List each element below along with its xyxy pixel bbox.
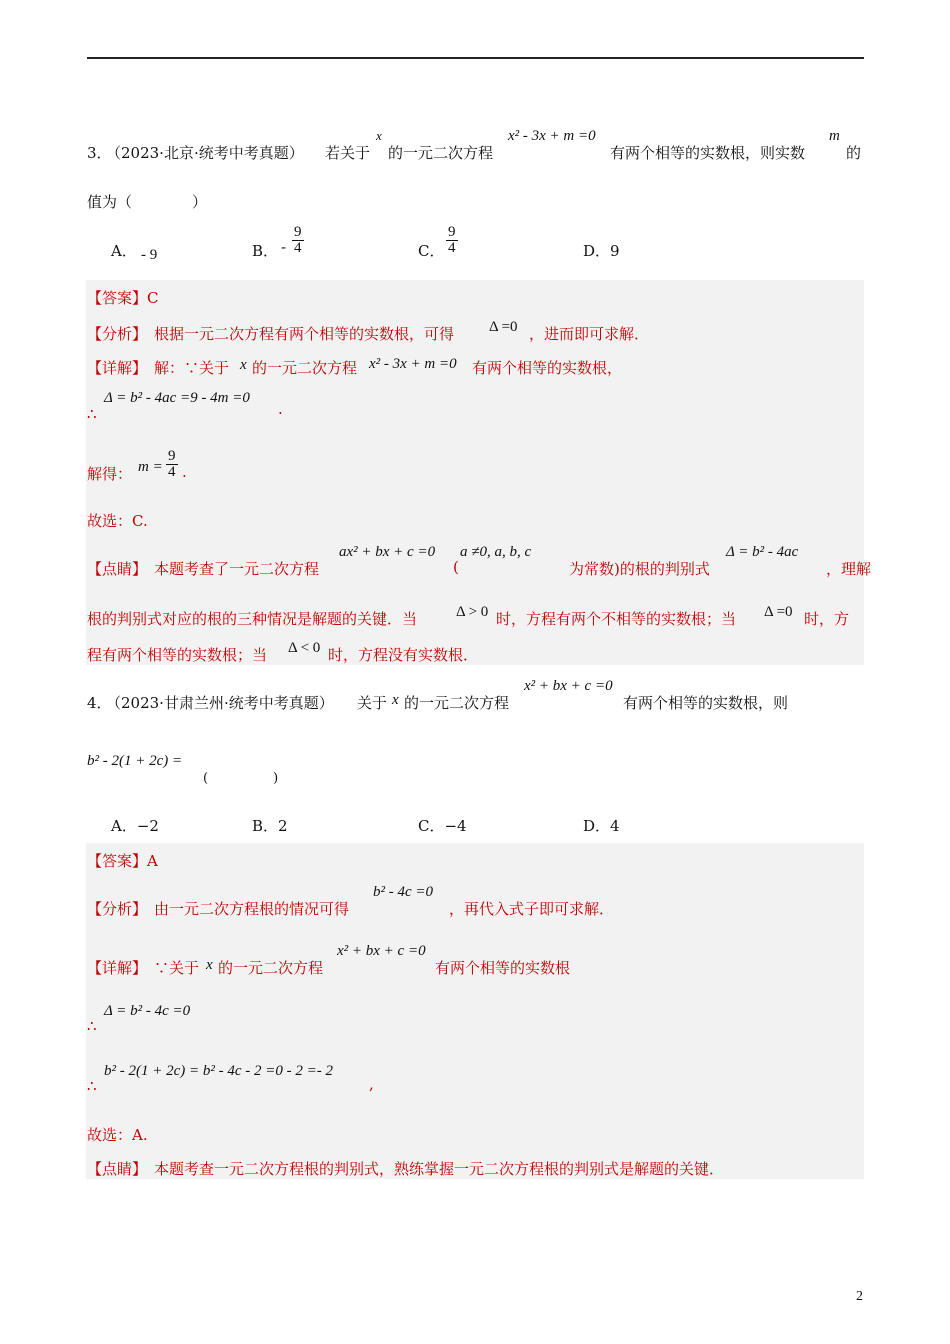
q4-analysis-text: 由一元二次方程根的情况可得 <box>154 900 350 918</box>
q3-comment-label: 【点睛】 <box>87 560 148 578</box>
q3-analysis-label: 【分析】 <box>87 325 148 343</box>
q4-option-c: C．−4 <box>418 817 467 835</box>
q3-source: （2023·北京·统考中考真题） <box>106 144 304 162</box>
q4-text-1: 关于 <box>357 694 388 712</box>
q3-comment-eq0: Δ =0 <box>764 604 793 620</box>
q4-expression: b² - 2(1 + 2c) = <box>87 753 183 769</box>
q3-comment-line3-a: 程有两个相等的实数根；当 <box>87 646 268 664</box>
q3-option-b-sign: - <box>281 238 287 256</box>
q4-detail-x: x <box>206 957 213 973</box>
q3-option-c-fraction <box>446 225 458 256</box>
q3-option-b-fraction <box>292 225 304 256</box>
q4-text-3: 有两个相等的实数根，则 <box>623 694 789 712</box>
q3-solve-num: 9 <box>168 448 176 464</box>
q3-comment-line3-b: 时，方程没有实数根． <box>328 646 479 664</box>
q3-option-b-num: 9 <box>294 224 302 240</box>
q3-analysis-math: Δ =0 <box>489 319 518 335</box>
q3-detail-text-2: 的一元二次方程 <box>252 359 358 377</box>
q4-answer: 【答案】A <box>87 852 158 870</box>
q3-comment-gt: Δ > 0 <box>456 604 489 620</box>
q4-detail-text-2: 的一元二次方程 <box>218 959 324 977</box>
q3-comment-line2-c: 时，方 <box>804 610 850 628</box>
q4-analysis-tail: ，再代入式子即可求解． <box>449 900 615 918</box>
q3-number: 3． <box>87 144 112 162</box>
q3-option-a-value: - 9 <box>141 247 158 263</box>
q3-text-1: 若关于 <box>325 144 371 162</box>
q3-var-m: m <box>829 128 840 144</box>
q3-comment-paren: ( <box>453 558 459 576</box>
q3-comment-equation: ax² + bx + c =0 <box>339 544 436 560</box>
q4-var-x: x <box>392 692 399 708</box>
page-number: 2 <box>856 1289 863 1304</box>
header-rule <box>87 57 864 59</box>
q3-equation: x² - 3x + m =0 <box>508 128 596 144</box>
q4-equation: x² + bx + c =0 <box>524 678 613 694</box>
q3-var-x: x <box>376 128 382 143</box>
q3-therefore: ∴ <box>87 405 97 423</box>
q3-solve-label: 解得： <box>87 465 133 483</box>
q4-number: 4． <box>87 694 112 712</box>
q3-text-3: 有两个相等的实数根，则实数 <box>610 144 806 162</box>
q3-answer: 【答案】C <box>87 289 159 307</box>
q4-source: （2023·甘肃兰州·统考中考真题） <box>106 694 334 712</box>
q4-text-2: 的一元二次方程 <box>404 694 510 712</box>
q3-delta-tail: . <box>278 400 283 418</box>
q4-comment-label: 【点睛】 <box>87 1160 148 1178</box>
q3-solution-box <box>86 280 872 665</box>
q4-therefore-2: ∴ <box>87 1077 97 1095</box>
q3-comment-delta: Δ = b² - 4ac <box>726 544 799 560</box>
q3-detail-text: 解：∵关于 <box>154 359 230 377</box>
q4-delta-line: Δ = b² - 4c =0 <box>104 1003 191 1019</box>
q3-solve-den: 4 <box>168 464 176 480</box>
q3-detail-equation: x² - 3x + m =0 <box>369 356 457 372</box>
q3-line-2: 值为（ ） <box>87 193 208 211</box>
q3-option-c-num: 9 <box>448 224 456 240</box>
q3-option-c-label: C． <box>418 242 445 260</box>
q3-comment-condition: a ≠0, a, b, c <box>460 544 532 560</box>
q3-text-2: 的一元二次方程 <box>388 144 494 162</box>
q3-solve-tail: . <box>182 463 187 481</box>
q4-detail-equation: x² + bx + c =0 <box>337 943 426 959</box>
q3-delta-line: Δ = b² - 4ac =9 - 4m =0 <box>104 390 250 406</box>
q4-choice: 故选：A. <box>87 1126 148 1144</box>
q3-comment-line2-a: 根的判别式对应的根的三种情况是解题的关键．当 <box>87 610 418 628</box>
q4-detail-tail: 有两个相等的实数根 <box>435 959 571 977</box>
q4-solution-box <box>86 843 864 1179</box>
q3-option-a-label: A． <box>111 242 137 260</box>
q4-option-d: D．4 <box>583 817 620 835</box>
q3-option-d: D．9 <box>583 242 620 260</box>
q3-comment-line2-b: 时，方程有两个不相等的实数根；当 <box>496 610 737 628</box>
q4-option-b: B．2 <box>252 817 288 835</box>
q3-option-b-den: 4 <box>294 240 302 256</box>
q3-comment-text-1: 本题考查了一元二次方程 <box>154 560 320 578</box>
q4-therefore-1: ∴ <box>87 1017 97 1035</box>
q3-comment-condition-tail: 为常数)的根的判别式 <box>569 560 710 578</box>
q3-detail-tail: 有两个相等的实数根， <box>472 359 623 377</box>
q3-analysis-text: 根据一元二次方程有两个相等的实数根，可得 <box>154 325 455 343</box>
q4-option-a: A．−2 <box>111 817 159 835</box>
q3-detail-label: 【详解】 <box>87 359 148 377</box>
q4-comment-text: 本题考查一元二次方程根的判别式，熟练掌握一元二次方程根的判别式是解题的关键． <box>154 1160 725 1178</box>
q3-analysis-tail: ，进而即可求解． <box>529 325 650 343</box>
q3-comment-text-2: ，理解 <box>826 560 872 578</box>
q4-paren: ( ) <box>203 771 279 786</box>
q3-comment-lt: Δ < 0 <box>288 640 321 656</box>
q4-analysis-math: b² - 4c =0 <box>373 884 434 900</box>
q4-result-tail: , <box>369 1075 374 1093</box>
q3-option-b-label: B． <box>252 242 279 260</box>
q3-solve-fraction <box>166 449 178 480</box>
q3-text-4: 的 <box>846 144 862 162</box>
q3-detail-x: x <box>240 357 247 373</box>
q4-result-line: b² - 2(1 + 2c) = b² - 4c - 2 =0 - 2 =- 2 <box>104 1063 334 1079</box>
q4-detail-label: 【详解】 <box>87 959 148 977</box>
q3-option-c-den: 4 <box>448 240 456 256</box>
q3-choice: 故选：C. <box>87 512 148 530</box>
q3-solve-lhs: m = <box>138 459 163 475</box>
q4-detail-text: ∵关于 <box>154 959 200 977</box>
q4-analysis-label: 【分析】 <box>87 900 148 918</box>
